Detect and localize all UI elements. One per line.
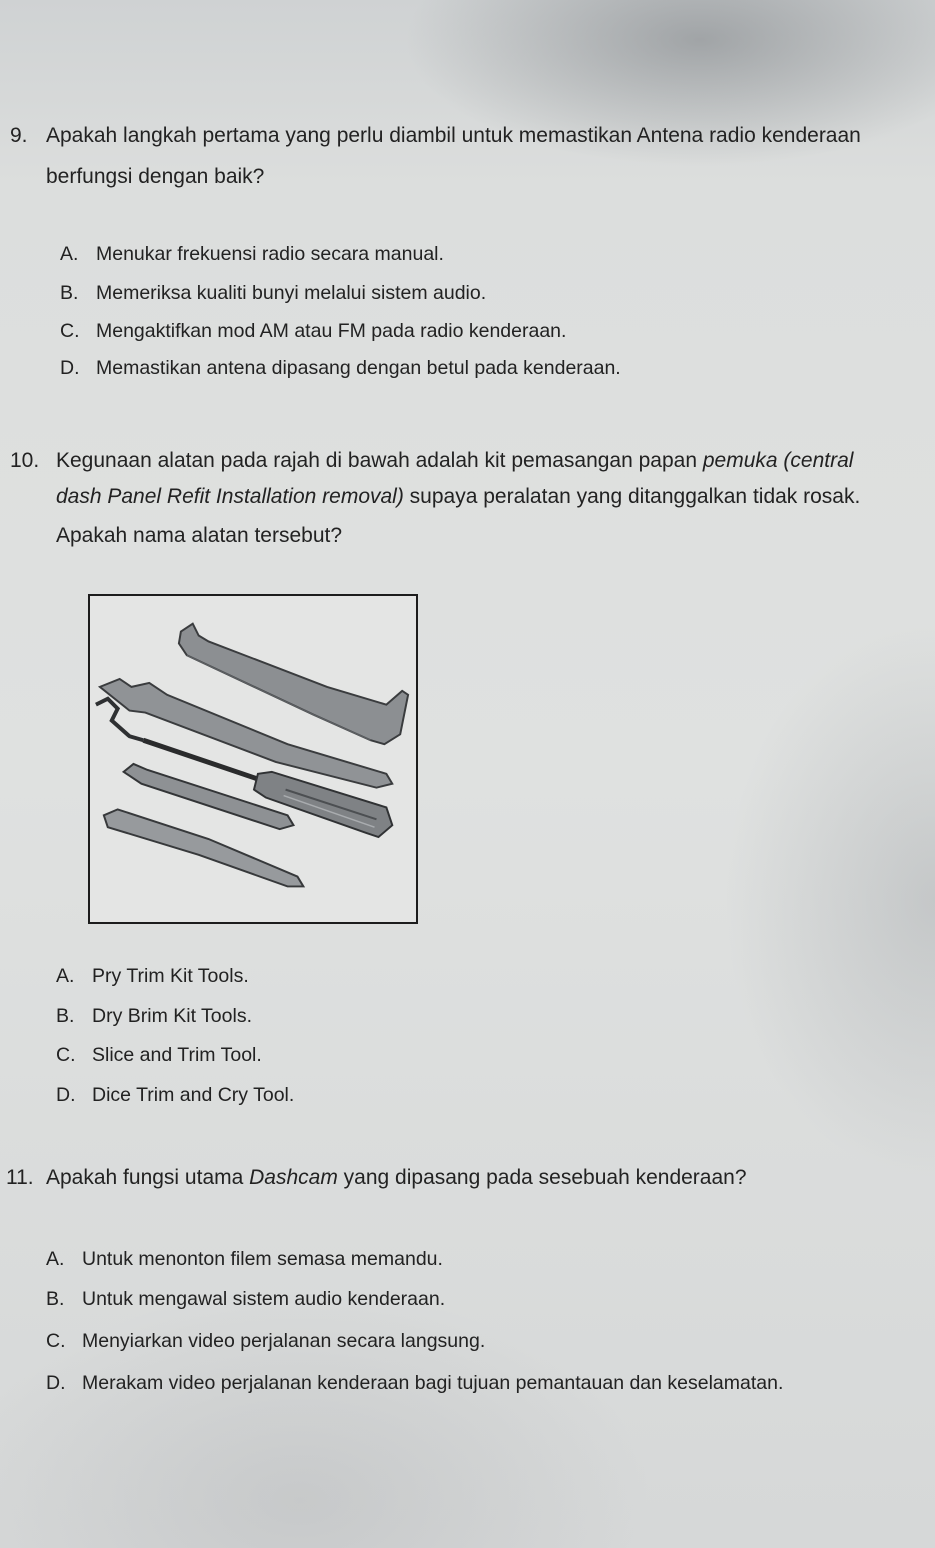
option-text: Merakam video perjalanan kenderaan bagi tujuan pemantauan dan keselamatan. (82, 1372, 784, 1394)
question-text-line: Apakah langkah pertama yang perlu diambil untuk memastikan Antena radio kenderaan (46, 124, 861, 147)
option-d[interactable] (60, 357, 621, 380)
question-number: 11. (6, 1166, 34, 1189)
option-text: Menukar frekuensi radio secara manual. (96, 243, 444, 265)
pry-trim-tools-illustration (90, 596, 416, 922)
option-text: Untuk menonton filem semasa memandu. (82, 1248, 443, 1270)
question-text-line: Apakah nama alatan tersebut? (56, 524, 343, 547)
question-text-italic: Dashcam (249, 1166, 338, 1189)
option-d[interactable] (46, 1372, 783, 1395)
question-text-part: Kegunaan alatan pada rajah di bawah adalah kit pemasangan papan (56, 449, 703, 472)
option-letter: B. (56, 1005, 75, 1027)
question-text-line (56, 448, 853, 473)
option-letter: C. (56, 1044, 76, 1066)
option-c[interactable] (56, 1044, 262, 1067)
option-d[interactable] (56, 1084, 294, 1107)
option-letter: A. (46, 1248, 65, 1270)
question-number: 10. (10, 449, 40, 472)
option-text: Menyiarkan video perjalanan secara langsung. (82, 1330, 486, 1352)
question-text-line (56, 484, 860, 509)
option-a[interactable] (46, 1248, 443, 1271)
option-letter: B. (46, 1288, 65, 1310)
option-b[interactable] (60, 282, 486, 305)
option-letter: C. (46, 1330, 66, 1352)
trim-tools-figure (88, 594, 418, 924)
option-letter: C. (60, 320, 80, 342)
question-text-part: Apakah fungsi utama (46, 1166, 250, 1189)
option-c[interactable] (46, 1330, 485, 1353)
question-text-part: yang dipasang pada sesebuah kenderaan? (337, 1166, 747, 1189)
option-text: Mengaktifkan mod AM atau FM pada radio kenderaan. (96, 320, 567, 342)
option-a[interactable] (60, 243, 444, 266)
question-text-italic: dash Panel Refit Installation removal) (56, 485, 404, 508)
option-text: Dice Trim and Cry Tool. (92, 1084, 295, 1106)
question-text-italic: pemuka (central (702, 449, 854, 472)
question-text-line: berfungsi dengan baik? (46, 165, 265, 188)
option-text: Memeriksa kualiti bunyi melalui sistem audio. (96, 282, 487, 304)
option-text: Pry Trim Kit Tools. (92, 965, 249, 987)
option-text: Untuk mengawal sistem audio kenderaan. (82, 1288, 446, 1310)
option-text: Memastikan antena dipasang dengan betul pada kenderaan. (96, 357, 621, 379)
option-b[interactable] (56, 1005, 252, 1028)
option-letter: D. (56, 1084, 76, 1106)
option-letter: A. (60, 243, 79, 265)
question-number: 9. (10, 124, 28, 147)
option-letter: D. (60, 357, 80, 379)
option-text: Dry Brim Kit Tools. (92, 1005, 252, 1027)
option-c[interactable] (60, 320, 566, 343)
option-a[interactable] (56, 965, 249, 988)
option-b[interactable] (46, 1288, 445, 1311)
option-text: Slice and Trim Tool. (92, 1044, 262, 1066)
option-letter: D. (46, 1372, 66, 1394)
option-letter: A. (56, 965, 75, 987)
question-text-line (46, 1165, 747, 1190)
option-letter: B. (60, 282, 79, 304)
question-text-part: supaya peralatan yang ditanggalkan tidak rosak. (403, 485, 861, 508)
